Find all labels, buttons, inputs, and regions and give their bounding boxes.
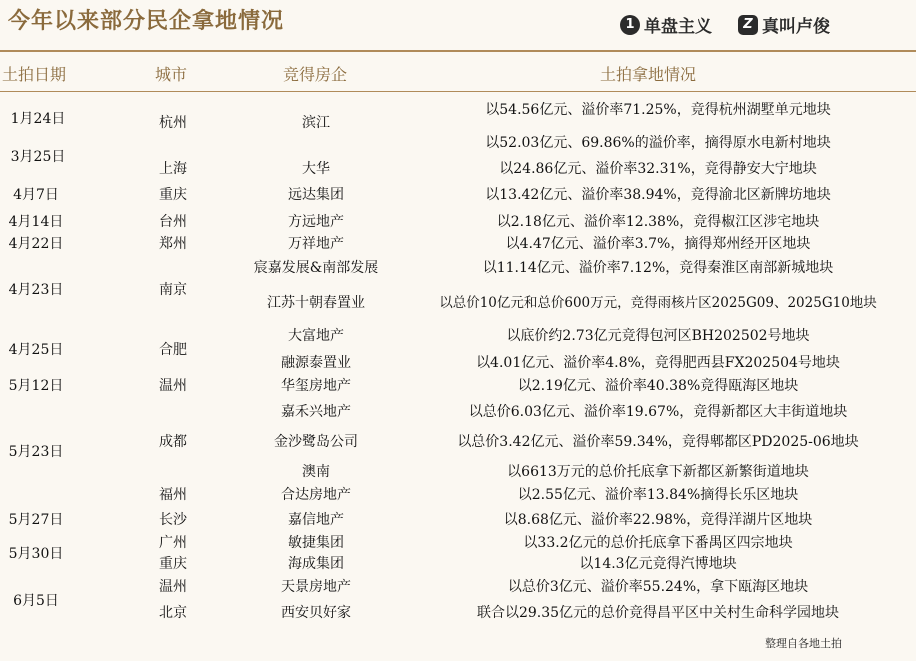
detail-cell: 以4.47亿元、溢价率3.7%，摘得郑州经开区地块 [505, 236, 811, 252]
logo-zhenjiao [738, 12, 830, 37]
detail-cell: 以24.86亿元、溢价率32.31%，竞得静安大宁地块 [499, 161, 817, 177]
detail-cell: 以2.18亿元、溢价率12.38%，竞得椒江区涉宅地块 [496, 214, 820, 230]
detail-cell: 以总价3亿元、溢价率55.24%，拿下瓯海区地块 [507, 579, 809, 595]
company-cell: 嘉禾兴地产 [281, 404, 351, 420]
city-cell: 重庆 [159, 556, 187, 572]
company-cell: 融源泰置业 [281, 355, 351, 371]
detail-cell: 以52.03亿元、69.86%的溢价率，摘得原水电新村地块 [485, 135, 831, 151]
detail-cell: 以13.42亿元、溢价率38.94%，竞得渝北区新牌坊地块 [485, 187, 831, 203]
detail-cell: 以总价3.42亿元、溢价率59.34%，竞得郫都区PD2025-06地块 [457, 434, 859, 450]
company-cell: 合达房地产 [281, 487, 351, 503]
city-cell: 重庆 [159, 187, 187, 203]
detail-cell: 以总价10亿元和总价600万元，竞得雨核片区2025G09、2025G10地块 [439, 295, 877, 311]
city-cell: 广州 [159, 535, 187, 551]
company-cell: 江苏十朝春置业 [267, 295, 365, 311]
city-cell: 温州 [159, 579, 187, 595]
date-cell: 4月25日 [8, 342, 64, 358]
company-cell: 华玺房地产 [281, 378, 351, 394]
date-cell: 6月5日 [13, 593, 59, 609]
detail-cell: 以54.56亿元、溢价率71.25%，竞得杭州湖墅单元地块 [485, 102, 831, 118]
company-cell: 大富地产 [288, 328, 344, 344]
header-detail: 土拍拿地情况 [600, 65, 697, 84]
header-divider [0, 91, 916, 92]
date-cell: 4月7日 [13, 187, 59, 203]
city-cell: 温州 [159, 378, 187, 394]
date-cell: 4月22日 [8, 236, 64, 252]
date-cell: 3月25日 [10, 149, 66, 165]
detail-cell: 以2.55亿元、溢价率13.84%摘得长乐区地块 [517, 487, 799, 503]
date-cell: 4月23日 [8, 282, 64, 298]
header-city: 城市 [155, 65, 188, 84]
company-cell: 远达集团 [288, 187, 344, 203]
company-cell: 滨江 [302, 115, 330, 131]
date-cell: 5月23日 [8, 444, 64, 460]
company-cell: 海成集团 [288, 556, 344, 572]
city-cell: 杭州 [159, 115, 187, 131]
top-divider [0, 50, 916, 52]
city-cell: 台州 [159, 214, 187, 230]
company-cell: 敏捷集团 [288, 535, 344, 551]
date-cell: 4月14日 [8, 214, 64, 230]
detail-cell: 以底价约2.73亿元竞得包河区BH202502号地块 [506, 328, 810, 344]
city-cell: 南京 [159, 282, 187, 298]
detail-cell: 以14.3亿元竞得汽博地块 [579, 556, 737, 572]
detail-cell: 以33.2亿元的总价托底拿下番禺区四宗地块 [523, 535, 793, 551]
detail-cell: 以6613万元的总价托底拿下新都区新繁街道地块 [507, 464, 809, 480]
company-cell: 澳南 [302, 464, 330, 480]
city-cell: 合肥 [159, 342, 187, 358]
company-cell: 方远地产 [288, 214, 344, 230]
company-cell: 嘉信地产 [288, 512, 344, 528]
logo-mark-icon: Z [738, 15, 758, 35]
detail-cell: 以8.68亿元、溢价率22.98%，竞得洋湖片区地块 [503, 512, 813, 528]
header-company: 竞得房企 [283, 65, 348, 84]
company-cell: 金沙鹭岛公司 [274, 434, 358, 450]
city-cell: 长沙 [159, 512, 187, 528]
detail-cell: 联合以29.35亿元的总价竞得昌平区中关村生命科学园地块 [476, 605, 840, 621]
city-cell: 福州 [159, 487, 187, 503]
detail-cell: 以4.01亿元、溢价率4.8%，竞得肥西县FX202504号地块 [476, 355, 840, 371]
detail-cell: 以11.14亿元、溢价率7.12%，竞得秦淮区南部新城地块 [482, 260, 834, 276]
city-cell: 成都 [159, 434, 187, 450]
company-cell: 西安贝好家 [281, 605, 351, 621]
header-date: 土拍日期 [2, 65, 67, 84]
city-cell: 上海 [159, 161, 187, 177]
logo-danpan [620, 12, 712, 37]
company-cell: 宸嘉发展&南部发展 [253, 260, 379, 276]
date-cell: 5月12日 [8, 378, 64, 394]
detail-cell: 以2.19亿元、溢价率40.38%竞得瓯海区地块 [517, 378, 799, 394]
company-cell: 天景房地产 [281, 579, 351, 595]
company-cell: 万祥地产 [288, 236, 344, 252]
city-cell: 北京 [159, 605, 187, 621]
logo-mark-icon: 1 [620, 15, 640, 35]
logo-text: 真叫卢俊 [762, 17, 830, 37]
date-cell: 1月24日 [10, 111, 66, 127]
date-cell: 5月27日 [8, 512, 64, 528]
company-cell: 大华 [302, 161, 330, 177]
source-note: 整理自各地土拍 [765, 637, 842, 650]
detail-cell: 以总价6.03亿元、溢价率19.67%，竞得新都区大丰街道地块 [468, 404, 848, 420]
date-cell: 5月30日 [8, 546, 64, 562]
city-cell: 郑州 [159, 236, 187, 252]
logo-text: 单盘主义 [644, 17, 712, 37]
page-title: 今年以来部分民企拿地情况 [8, 9, 285, 34]
